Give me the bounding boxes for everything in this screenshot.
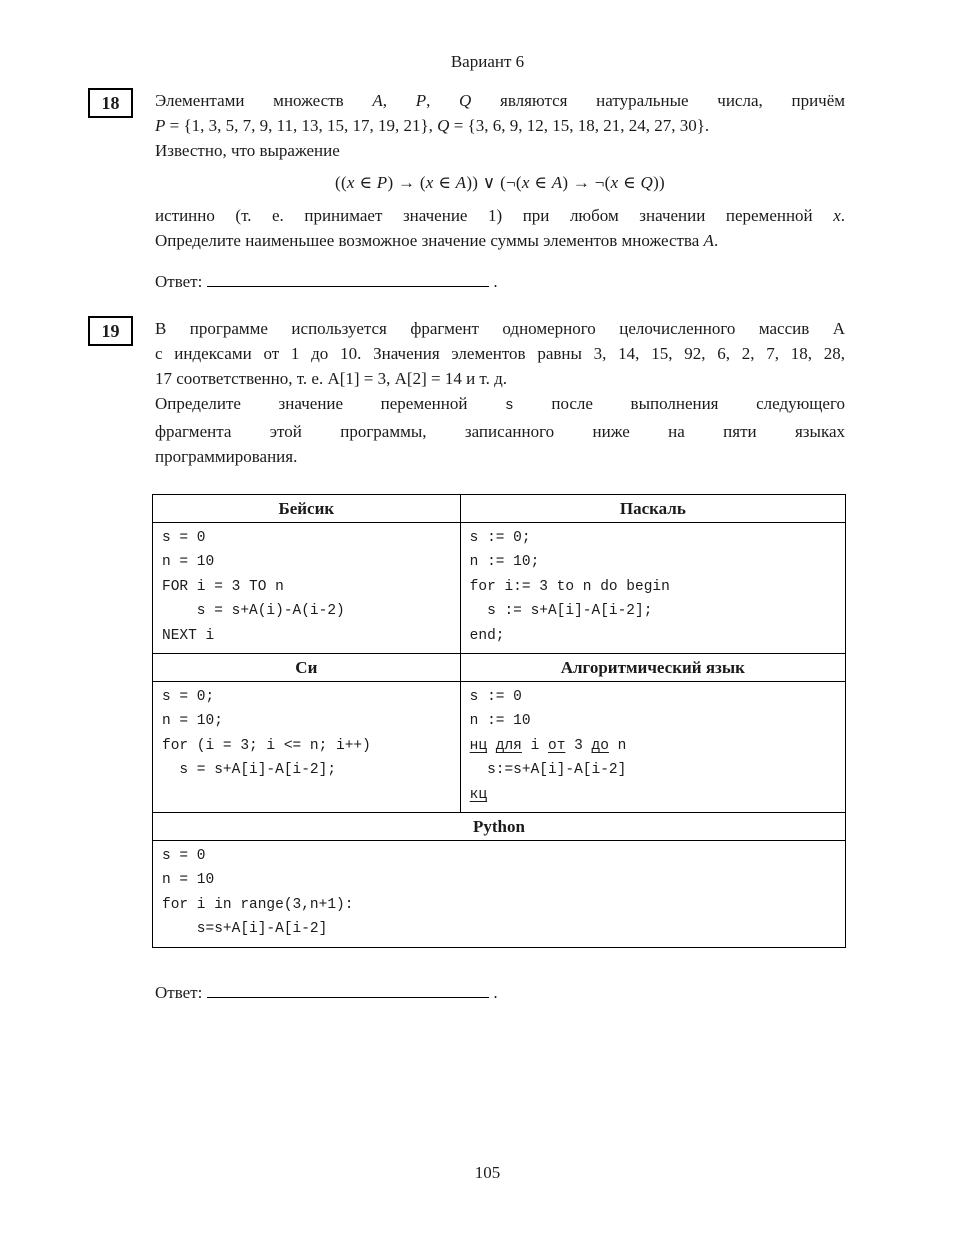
code-cell-c [153, 682, 461, 813]
code-line [470, 599, 836, 623]
italic-segment: Q [437, 116, 450, 135]
text-segment: ∈ [433, 173, 456, 192]
code-line [162, 844, 836, 868]
text-segment: for i:= 3 to n do begin [469, 578, 670, 595]
code-line [470, 734, 836, 758]
text-line [155, 444, 845, 469]
text-segment: Определите наименьшее возможное значение суммы элементов множества [155, 231, 704, 250]
code-line [162, 758, 451, 782]
text-segment: = {1, 3, 5, 7, 9, 11, 13, 15, 17, 19, 21}, [165, 116, 438, 135]
text-segment: , [382, 91, 416, 110]
table-header-basic: Бейсик [153, 495, 461, 523]
text-segment: s:=s+A[i]-A[i-2] [469, 762, 627, 779]
text-segment: ∈ [529, 173, 552, 192]
code-cell-python [153, 841, 846, 948]
text-segment: . [840, 206, 845, 225]
code-line [470, 709, 836, 733]
code-line [162, 685, 451, 709]
text-line [155, 203, 845, 228]
answer-label: Ответ: [155, 272, 203, 291]
problem-19-content [155, 316, 845, 1003]
underlined-keyword: от [548, 737, 566, 754]
code-line [470, 526, 836, 550]
text-segment: Определите значение переменной [155, 394, 506, 413]
problem-19 [88, 316, 845, 1003]
text-segment: s := 0; [469, 530, 531, 546]
text-line [155, 316, 845, 341]
text-segment: FOR i = 3 TO n [162, 578, 284, 595]
code-line [470, 685, 836, 709]
text-segment: for i in range(3,n+1): [162, 896, 354, 913]
problem-18-number-box: 18 [88, 88, 133, 118]
table-header-alg: Алгоритмический язык [460, 654, 845, 682]
text-segment: фрагмента этой программы, записанного ниже на пяти языках [155, 422, 845, 441]
text-segment: с индексами от 1 до 10. Значения элементов равны 3, 14, 15, 92, 6, 2, 7, 18, 28, [155, 344, 845, 363]
code-table [152, 494, 846, 948]
italic-segment: Q [459, 91, 472, 110]
code-cell-basic [153, 523, 461, 654]
text-segment: ∈ [354, 173, 377, 192]
code-line [162, 734, 451, 758]
text-segment: являются натуральные числа, причём [471, 91, 846, 110]
underlined-keyword: нц [469, 737, 488, 754]
code-line [162, 599, 451, 623]
underlined-keyword: для [495, 737, 522, 754]
text-segment: n = 10; [162, 713, 223, 730]
italic-segment: x [610, 173, 619, 192]
text-segment: n [608, 737, 627, 754]
mono-segment: s [505, 398, 514, 414]
text-segment: программирования. [155, 447, 298, 466]
code-line [470, 575, 836, 599]
text-segment: )) ∨ (¬( [466, 173, 522, 192]
code-line [470, 624, 836, 648]
italic-segment: A [455, 173, 467, 192]
text-segment: n = 10 [162, 554, 215, 571]
text-segment: s := s+A[i]-A[i-2]; [469, 603, 653, 620]
text-segment: n = 10 [162, 872, 215, 889]
italic-segment: x [346, 173, 355, 192]
text-line [155, 88, 845, 113]
answer-row-18 [155, 267, 845, 292]
page-number: 105 [474, 1163, 501, 1182]
italic-segment: P [376, 173, 388, 192]
table-header-c: Си [153, 654, 461, 682]
answer-row-19 [155, 978, 845, 1003]
text-segment: n := 10 [469, 713, 531, 730]
problem-18-text-top [155, 88, 845, 163]
text-segment: NEXT i [162, 627, 215, 644]
problem-18 [88, 88, 845, 292]
text-line [155, 228, 845, 253]
code-line [162, 526, 451, 550]
text-segment: после выполнения следующего [513, 394, 845, 413]
table-header-pascal: Паскаль [460, 495, 845, 523]
table-header-python: Python [153, 813, 846, 841]
code-line [162, 624, 451, 648]
italic-segment: P [415, 91, 427, 110]
problem-19-text [155, 316, 845, 469]
answer-label: Ответ: [155, 982, 203, 1002]
text-segment: Элементами множеств [155, 91, 373, 110]
italic-segment: x [833, 206, 841, 225]
code-line [470, 550, 836, 574]
underlined-keyword: до [591, 737, 609, 754]
code-line [162, 893, 836, 917]
page-title: Вариант 6 [450, 52, 525, 71]
text-segment [487, 738, 496, 754]
italic-segment: Q [640, 173, 654, 192]
problem-19-number-box: 19 [88, 316, 133, 346]
italic-segment: x [521, 173, 530, 192]
text-segment: (( [334, 173, 347, 192]
text-segment: s = s+A(i)-A(i-2) [162, 603, 345, 620]
code-line [162, 868, 836, 892]
text-segment: s = s+A[i]-A[i-2]; [162, 762, 337, 779]
answer-blank-line [207, 267, 489, 287]
answer-blank-line [207, 978, 489, 998]
text-segment: s := 0 [469, 689, 522, 706]
problem-18-content [155, 88, 845, 292]
text-segment: end; [469, 627, 505, 644]
text-line [155, 113, 845, 138]
text-segment: 17 соответственно, т. е. А[1] = 3, А[2] = 14 и т. д. [155, 369, 507, 388]
text-segment: ) → ( [387, 173, 426, 192]
italic-segment: A [551, 173, 563, 192]
code-line [162, 709, 451, 733]
text-segment: В программе используется фрагмент одномерного целочисленного массив А [155, 319, 845, 338]
logic-formula [155, 170, 845, 195]
text-line [155, 138, 845, 163]
text-segment: , [426, 91, 460, 110]
text-line [155, 419, 845, 444]
italic-segment: A [703, 231, 714, 250]
text-segment: истинно (т. е. принимает значение 1) при любом значении переменной [155, 206, 834, 225]
text-segment: 3 [565, 737, 592, 754]
code-line [470, 758, 836, 782]
italic-segment: P [155, 116, 166, 135]
text-segment: ) → ¬( [562, 173, 611, 192]
problem-18-text-bottom [155, 203, 845, 253]
code-line [162, 550, 451, 574]
text-segment: = {3, 6, 9, 12, 15, 18, 21, 24, 27, 30}. [449, 116, 710, 135]
text-segment: n := 10; [469, 554, 540, 571]
code-line [162, 917, 836, 941]
formula-line [155, 170, 845, 195]
answer-period: . [493, 272, 498, 291]
code-line [162, 575, 451, 599]
text-segment: ∈ [618, 173, 641, 192]
code-line [470, 783, 836, 807]
code-cell-alg [460, 682, 845, 813]
text-line [155, 341, 845, 366]
text-segment: . [713, 231, 719, 250]
code-cell-pascal [460, 523, 845, 654]
text-segment: s=s+A[i]-A[i-2] [162, 921, 328, 938]
text-line [155, 366, 845, 391]
text-segment: )) [653, 173, 665, 192]
text-segment: for (i = 3; i <= n; i++) [162, 737, 371, 754]
answer-period: . [493, 982, 498, 1002]
text-segment: Известно, что выражение [155, 141, 340, 160]
italic-segment: x [425, 173, 434, 192]
text-segment: i [521, 737, 548, 754]
italic-segment: A [372, 91, 383, 110]
text-segment: s = 0 [162, 848, 206, 865]
text-segment: s = 0; [162, 689, 215, 706]
underlined-keyword: кц [469, 786, 488, 803]
text-line [155, 391, 845, 419]
text-segment: s = 0 [162, 530, 206, 546]
